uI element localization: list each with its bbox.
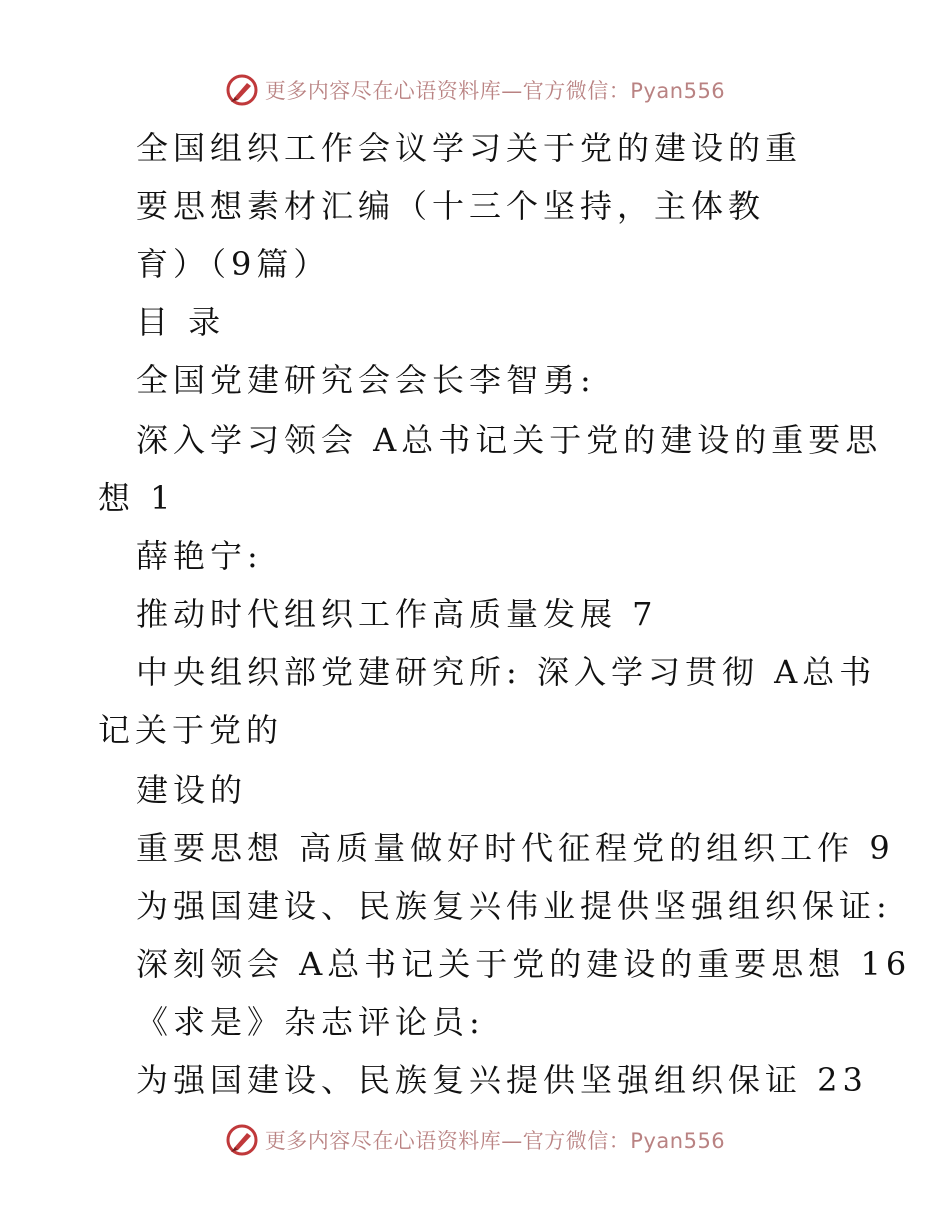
toc-entry: 重要思想 高质量做好时代征程党的组织工作 9 — [136, 829, 895, 867]
toc-entry: 深入学习领会 A总书记关于党的建设的重要思 — [136, 421, 883, 459]
toc-heading: 目 录 — [136, 303, 226, 341]
toc-entry: 为强国建设、民族复兴提供坚强组织保证 23 — [136, 1061, 868, 1099]
toc-entry: 《求是》杂志评论员: — [136, 1003, 485, 1041]
watermark-text: 更多内容尽在心语资料库—官方微信：Pyan556 — [264, 79, 726, 103]
toc-entry: 为强国建设、民族复兴伟业提供坚强组织保证: — [136, 887, 892, 925]
document-title-line-3: 育）（9篇） — [136, 245, 331, 283]
toc-entry: 推动时代组织工作高质量发展 7 — [136, 595, 658, 633]
toc-entry: 建设的 — [136, 771, 248, 809]
document-title-line-2: 要思想素材汇编（十三个坚持，主体教 — [136, 187, 766, 225]
toc-entry: 中央组织部党建研究所: 深入学习贯彻 A总书 — [136, 653, 877, 691]
toc-entry: 薛艳宁: — [136, 537, 263, 575]
toc-entry: 全国党建研究会会长李智勇: — [136, 361, 596, 399]
footer-watermark — [0, 1120, 950, 1160]
watermark-text: 更多内容尽在心语资料库—官方微信：Pyan556 — [264, 1129, 726, 1153]
pen-logo-icon — [225, 1123, 259, 1157]
document-title-line-1: 全国组织工作会议学习关于党的建设的重 — [136, 129, 803, 167]
header-watermark — [0, 70, 950, 110]
toc-entry: 记关于党的 — [98, 711, 284, 749]
pen-logo-icon — [225, 73, 259, 107]
toc-entry: 深刻领会 A总书记关于党的建设的重要思想 16 — [136, 945, 912, 983]
toc-entry: 想 1 — [98, 479, 176, 517]
